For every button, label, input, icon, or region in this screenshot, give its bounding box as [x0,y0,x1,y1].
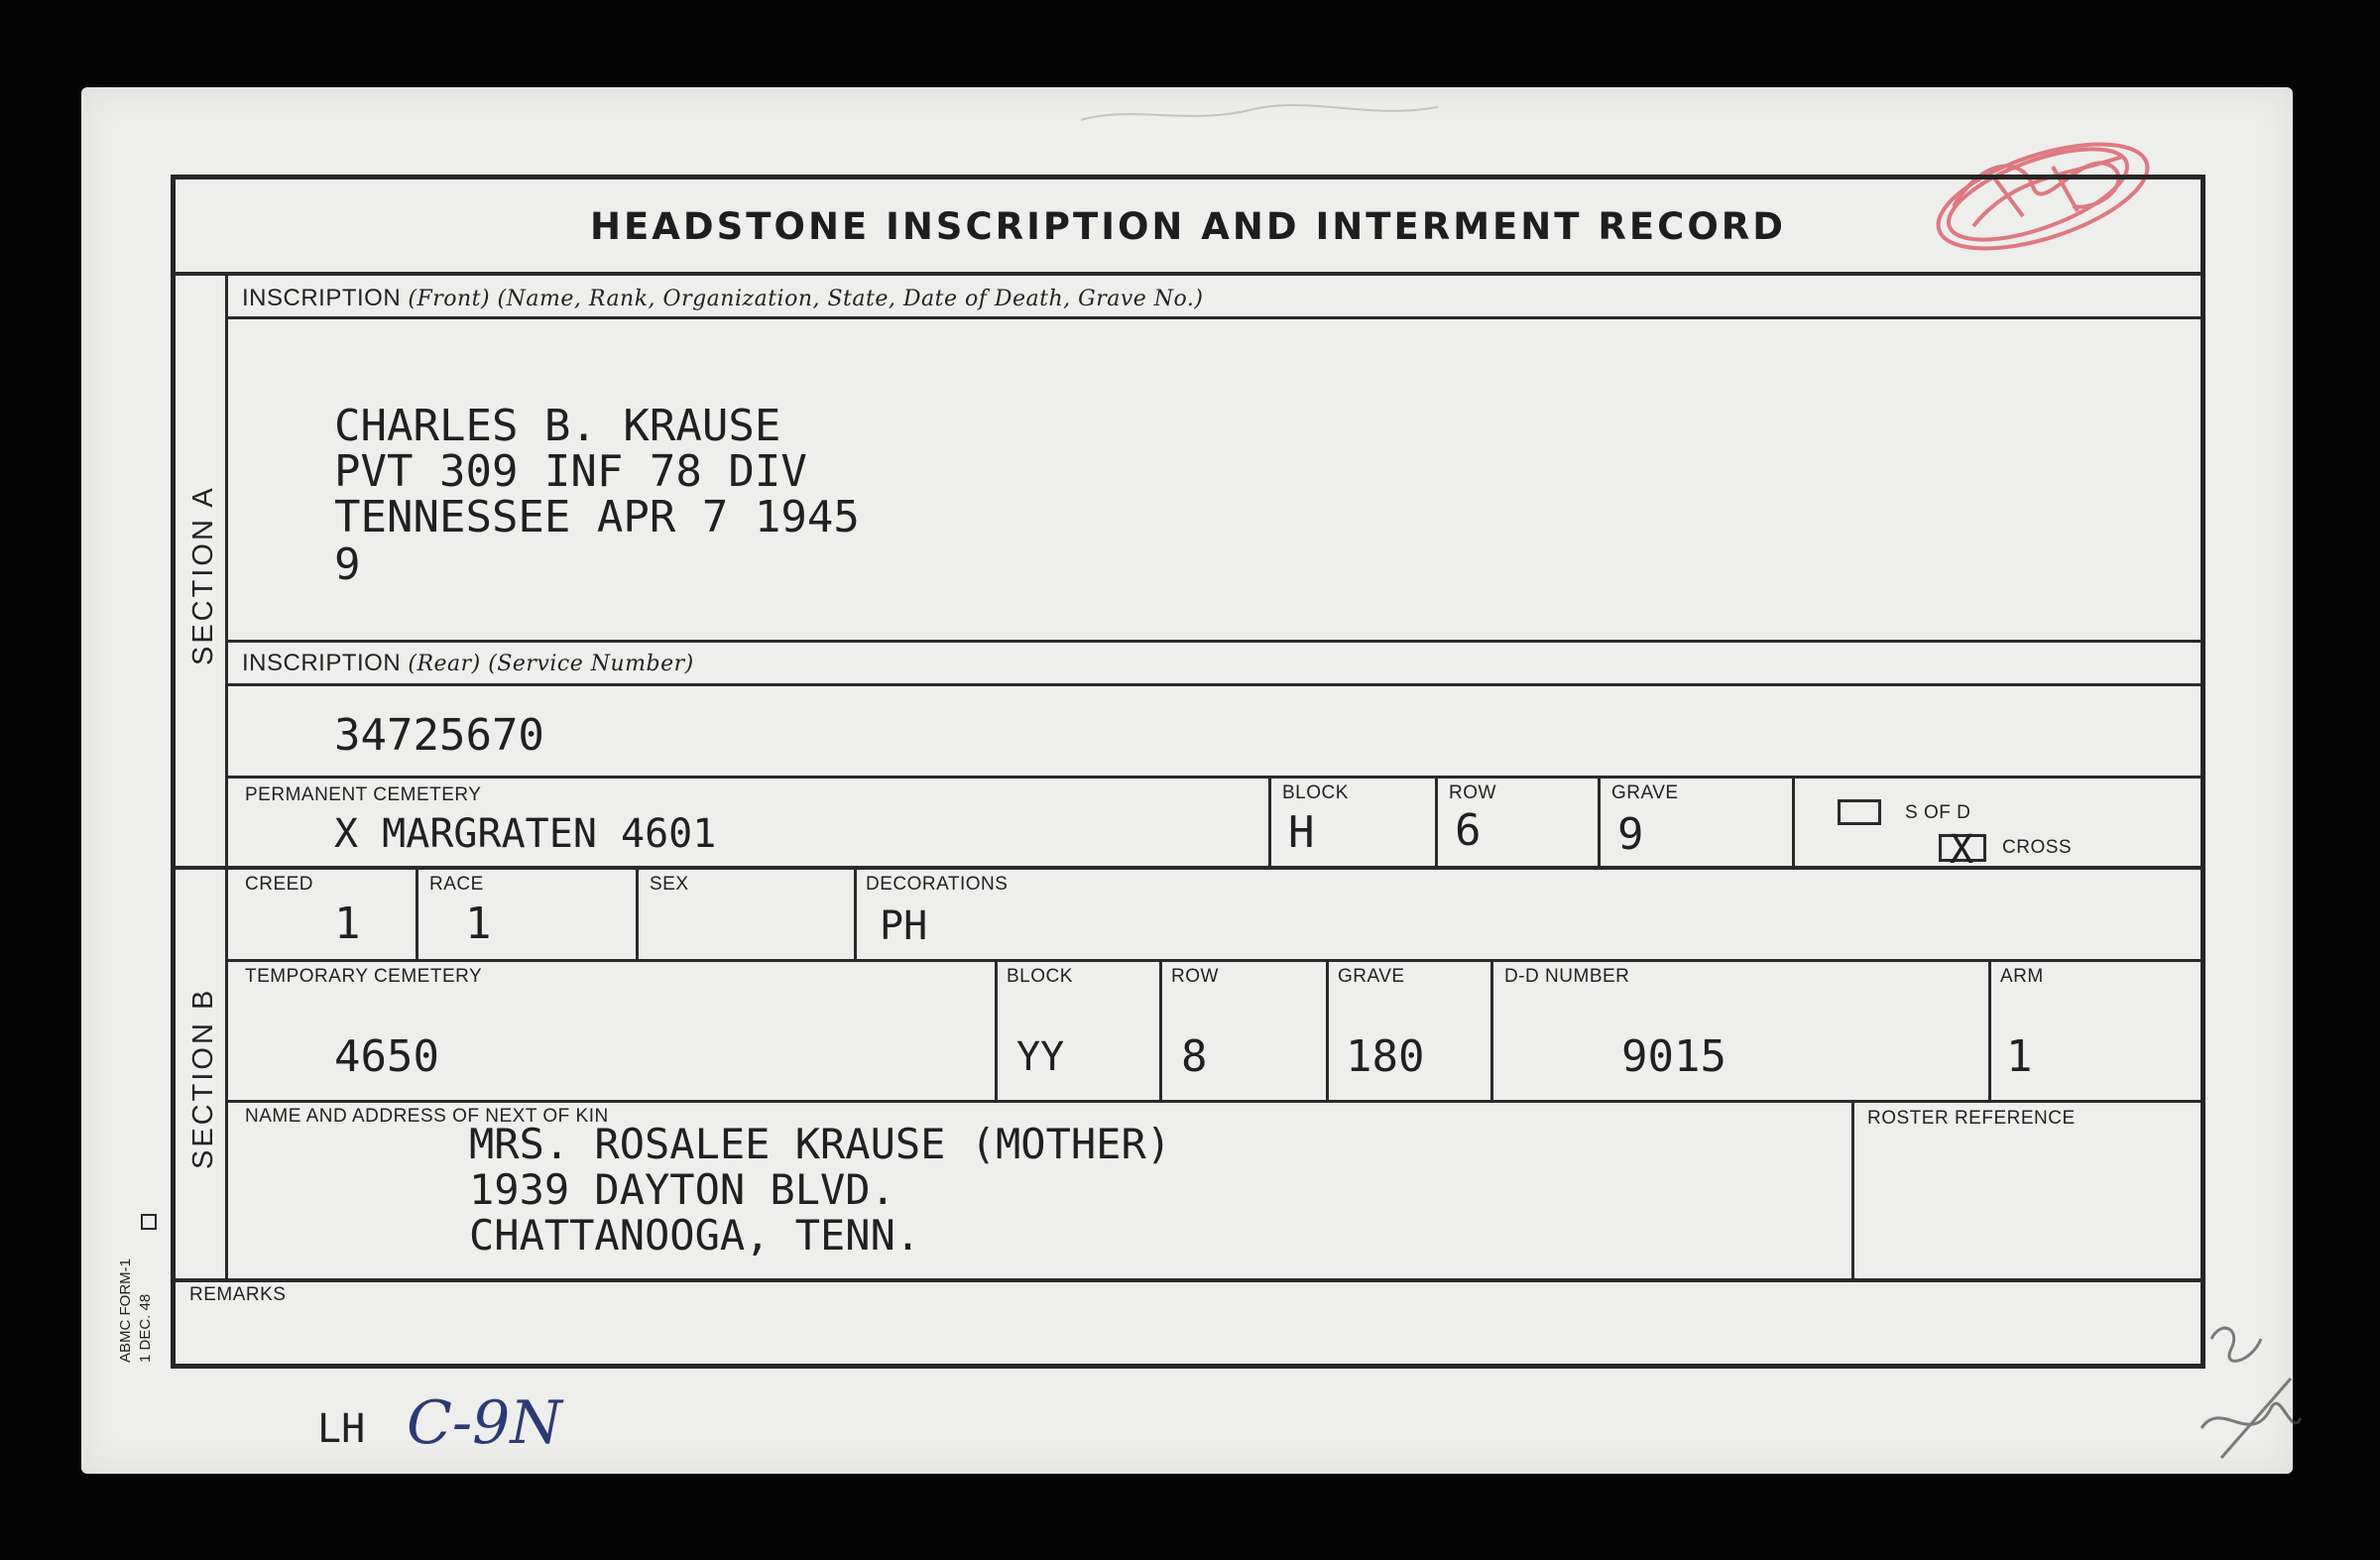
roster-reference-label: ROSTER REFERENCE [1867,1108,2076,1129]
permanent-cemetery-value: X MARGRATEN 4601 [334,811,717,857]
sofd-checkbox[interactable] [1838,799,1881,825]
arm-value: 1 [2006,1031,2033,1082]
race-value: 1 [465,899,492,949]
temp-grave-label: GRAVE [1338,966,1405,987]
form-number-box [141,1214,157,1230]
decorations-value: PH [880,903,928,949]
inscription-front-line-3: TENNESSEE APR 7 1945 [334,492,860,542]
bottom-handwritten-mark: C-9N [407,1388,562,1458]
permanent-cemetery-label: PERMANENT CEMETERY [245,784,482,805]
creed-value: 1 [334,899,361,949]
bottom-typed-mark: LH [317,1406,366,1452]
perm-row-value: 6 [1455,805,1482,856]
temp-block-value: YY [1016,1034,1065,1080]
right-pencil-scrawl [2182,1309,2320,1468]
temp-block-label: BLOCK [1007,966,1073,987]
temp-cemetery-label: TEMPORARY CEMETERY [245,966,483,987]
next-of-kin-line-3: CHATTANOOGA, TENN. [469,1211,921,1260]
perm-grave-label: GRAVE [1611,782,1679,803]
perm-block-value: H [1288,807,1315,858]
perm-block-label: BLOCK [1282,782,1349,803]
form-number-line-2: 1 DEC. 48 [137,1293,154,1363]
creed-label: CREED [245,874,314,895]
temp-row-value: 8 [1181,1031,1208,1082]
section-a-label: SECTION A [187,485,219,665]
inscription-front-line-1: CHARLES B. KRAUSE [334,401,781,451]
arm-label: ARM [2000,966,2044,987]
inscription-front-label: INSCRIPTION (Front) (Name, Rank, Organization, State, Date of Death, Grave No.) [242,285,1204,311]
next-of-kin-line-2: 1939 DAYTON BLVD. [469,1165,895,1214]
service-number: 34725670 [334,710,544,761]
form-frame [171,175,2205,1369]
inscription-front-line-2: PVT 309 INF 78 DIV [334,446,807,497]
race-label: RACE [429,874,484,895]
perm-grave-value: 9 [1617,809,1644,860]
cross-check-mark: X [1950,827,1974,873]
dd-number-value: 9015 [1621,1031,1726,1082]
section-b-label: SECTION B [187,987,219,1169]
temp-row-label: ROW [1171,966,1219,987]
faint-pencil-mark [1071,95,1448,135]
next-of-kin-line-1: MRS. ROSALEE KRAUSE (MOTHER) [469,1120,1172,1168]
perm-row-label: ROW [1449,782,1496,803]
form-number-line-1: ABMC FORM-1 [117,1259,134,1363]
decorations-label: DECORATIONS [866,874,1009,895]
sex-label: SEX [650,874,689,895]
temp-cemetery-value: 4650 [334,1031,439,1082]
remarks-label: REMARKS [189,1284,287,1305]
dd-number-label: D-D NUMBER [1504,966,1630,987]
next-of-kin-label: NAME AND ADDRESS OF NEXT OF KIN [245,1106,609,1127]
inscription-rear-label: INSCRIPTION (Rear) (Service Number) [242,650,694,676]
inscription-front-line-4: 9 [334,540,361,590]
sofd-label: S OF D [1905,802,1971,823]
cross-label: CROSS [2002,837,2073,858]
temp-grave-value: 180 [1346,1031,1425,1082]
form-title: HEADSTONE INSCRIPTION AND INTERMENT RECORD [590,205,1786,248]
